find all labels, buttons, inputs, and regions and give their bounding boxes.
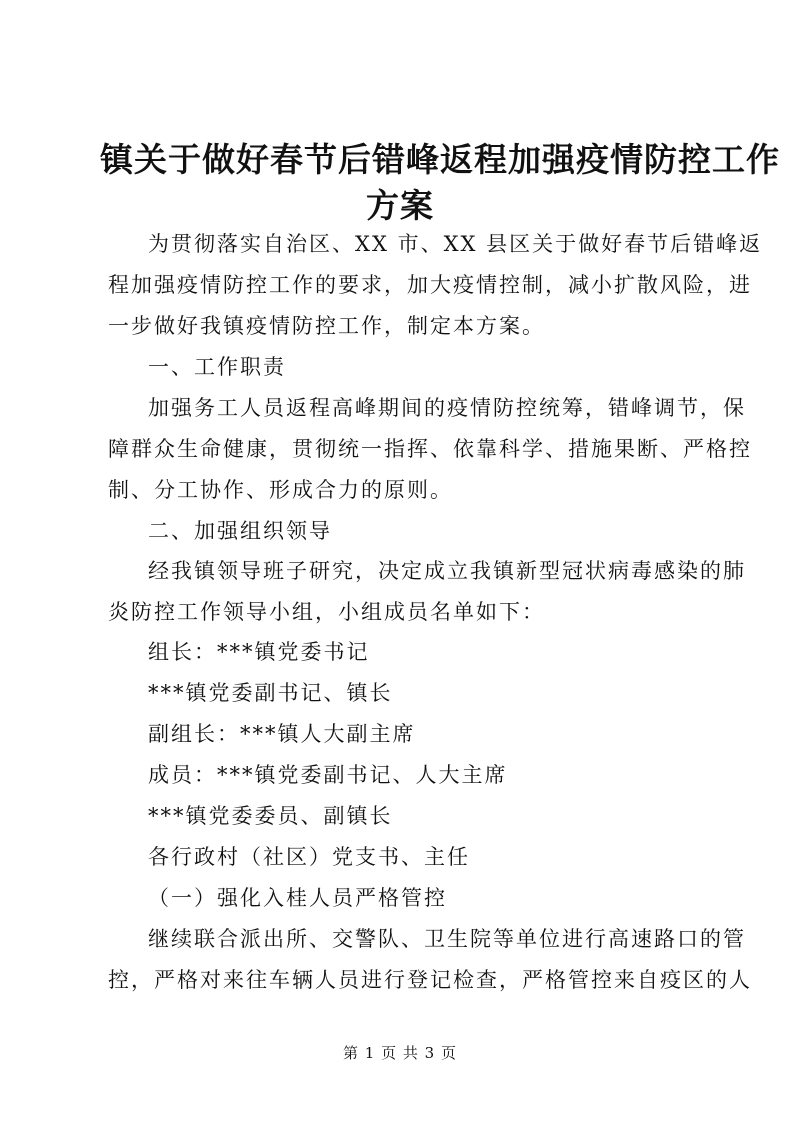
paragraph-line: 障群众生命健康，贯彻统一指挥、依靠科学、措施果断、严格控: [108, 437, 752, 461]
member-line: 成员：***镇党委副书记、人大主席: [148, 763, 508, 787]
paragraph-line: 炎防控工作领导小组，小组成员名单如下：: [108, 600, 545, 624]
paragraph-line: 程加强疫情防控工作的要求，加大疫情控制，减小扩散风险，进: [108, 273, 752, 297]
paragraph-line: 控，严格对来往车辆人员进行登记检查，严格管控来自疫区的人: [108, 968, 752, 992]
paragraph-line: 为贯彻落实自治区、XX 市、XX 县区关于做好春节后错峰返: [148, 232, 763, 256]
page-footer: 第 1 页 共 3 页: [343, 1044, 457, 1062]
paragraph-line: 经我镇领导班子研究，决定成立我镇新型冠状病毒感染的肺: [148, 559, 746, 583]
member-line: 组长：***镇党委书记: [148, 640, 370, 664]
member-line: 副组长：***镇人大副主席: [148, 722, 416, 746]
member-line: 各行政村（社区）党支书、主任: [148, 845, 470, 869]
section-heading: 二、加强组织领导: [148, 519, 332, 543]
document-title-line-1: 镇关于做好春节后错峰返程加强疫情防控工作: [100, 140, 780, 179]
document-title-line-2: 方案: [366, 186, 434, 225]
member-line: ***镇党委副书记、镇长: [148, 681, 393, 705]
paragraph-line: 加强务工人员返程高峰期间的疫情防控统筹，错峰调节，保: [148, 396, 746, 420]
paragraph-line: 制、分工协作、形成合力的原则。: [108, 478, 453, 502]
paragraph-line: 继续联合派出所、交警队、卫生院等单位进行高速路口的管: [148, 927, 746, 951]
subsection-heading: （一）强化入桂人员严格管控: [148, 886, 447, 910]
member-line: ***镇党委委员、副镇长: [148, 804, 393, 828]
section-heading: 一、工作职责: [148, 355, 286, 379]
paragraph-line: 一步做好我镇疫情防控工作，制定本方案。: [108, 314, 545, 338]
